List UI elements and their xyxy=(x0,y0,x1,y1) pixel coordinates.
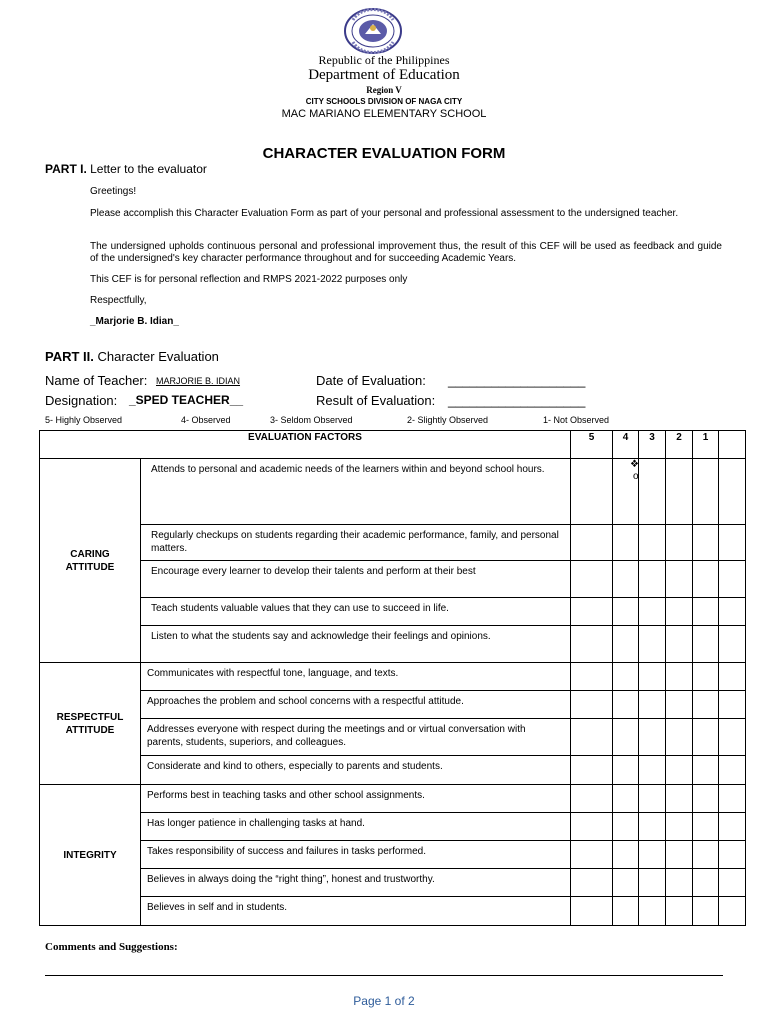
factor-cell xyxy=(141,719,571,756)
factor-text: Has longer patience in challenging tasks at hand. xyxy=(147,818,365,829)
mark-circle: o xyxy=(633,471,639,482)
score-cell-3[interactable] xyxy=(639,626,666,663)
evaluation-table xyxy=(39,430,746,926)
factor-text: Listen to what the students say and acknowledge their feelings and opinions. xyxy=(151,631,491,642)
score-cell-extra xyxy=(719,561,746,598)
score-cell-extra xyxy=(719,525,746,561)
score-cell-5[interactable] xyxy=(571,719,613,756)
scale-5: 5- Highly Observed xyxy=(45,415,123,425)
evaluation-date-value: ___________________ xyxy=(448,373,586,388)
score-cell-extra xyxy=(719,459,746,525)
factor-cell xyxy=(141,598,571,626)
table-row xyxy=(40,663,746,691)
comments-line xyxy=(45,975,723,976)
score-cell-1[interactable] xyxy=(693,626,719,663)
part1-heading-text: Letter to the evaluator xyxy=(90,162,207,176)
score-cell-3[interactable] xyxy=(639,841,666,869)
table-row xyxy=(40,785,746,813)
score-header-2: 2 xyxy=(666,431,693,459)
factor-text: Attends to personal and academic needs of the learners within and beyond school hours. xyxy=(151,464,545,475)
evaluation-date-label: Date of Evaluation: xyxy=(316,373,426,388)
score-header-extra xyxy=(719,431,746,459)
score-cell-2[interactable] xyxy=(666,897,693,926)
factor-cell xyxy=(141,561,571,598)
factor-text: Believes in always doing the “right thing”, honest and trustworthy. xyxy=(147,874,435,885)
score-header-3: 3 xyxy=(639,431,666,459)
letter-paragraph-3: This CEF is for personal reflection and RMPS 2021-2022 purposes only xyxy=(90,274,408,285)
score-cell-5[interactable] xyxy=(571,691,613,719)
score-cell-4[interactable] xyxy=(613,869,639,897)
table-row xyxy=(40,719,746,756)
score-cell-5[interactable] xyxy=(571,626,613,663)
score-cell-4[interactable] xyxy=(613,626,639,663)
factor-text: Regularly checkups on students regarding their academic performance, family, and personal matters. xyxy=(151,530,559,554)
score-cell-4[interactable] xyxy=(613,785,639,813)
header-department: Department of Education xyxy=(308,67,460,83)
category-integrity xyxy=(40,785,141,926)
header-division: CITY SCHOOLS DIVISION OF NAGA CITY xyxy=(305,97,463,106)
score-cell-1[interactable] xyxy=(693,869,719,897)
table-header-row xyxy=(40,431,746,459)
category-label: RESPECTFUL ATTITUDE xyxy=(56,711,124,736)
factor-cell xyxy=(141,459,571,525)
part2-label: PART II. xyxy=(45,349,94,364)
score-cell-3[interactable] xyxy=(639,561,666,598)
score-cell-extra xyxy=(719,598,746,626)
header-region: Region V xyxy=(366,85,402,95)
score-cell-extra xyxy=(719,691,746,719)
factor-cell xyxy=(141,756,571,785)
header-school: MAC MARIANO ELEMENTARY SCHOOL xyxy=(281,108,487,120)
factor-cell xyxy=(141,626,571,663)
score-cell-2[interactable] xyxy=(666,841,693,869)
score-cell-4[interactable] xyxy=(613,719,639,756)
letter-signature: _Marjorie B. Idian_ xyxy=(90,316,179,327)
score-cell-extra xyxy=(719,756,746,785)
scale-2: 2- Slightly Observed xyxy=(407,415,489,425)
category-respectful-attitude xyxy=(40,663,141,785)
table-row xyxy=(40,459,746,525)
score-cell-extra xyxy=(719,719,746,756)
score-cell-1[interactable] xyxy=(693,691,719,719)
scale-4: 4- Observed xyxy=(181,415,231,425)
factor-text: Approaches the problem and school concerns with a respectful attitude. xyxy=(147,696,464,707)
score-header-5: 5 xyxy=(571,431,613,459)
score-cell-5[interactable] xyxy=(571,561,613,598)
score-cell-1[interactable] xyxy=(693,663,719,691)
letter-paragraph-2: The undersigned upholds continuous personal and professional improvement thus, the result of this CEF will be used as feedback and guide of the undersigned's key character performance throughout and for succeeding Academic Years. xyxy=(90,241,722,264)
part2-heading-text: Character Evaluation xyxy=(97,349,219,364)
score-cell-2[interactable] xyxy=(666,869,693,897)
score-cell-2[interactable] xyxy=(666,598,693,626)
factor-cell xyxy=(141,663,571,691)
score-cell-4[interactable] xyxy=(613,663,639,691)
part1-heading xyxy=(45,162,207,176)
factor-text: Considerate and kind to others, especially to parents and students. xyxy=(147,761,443,772)
factor-cell xyxy=(141,841,571,869)
score-cell-3[interactable] xyxy=(639,691,666,719)
score-cell-2[interactable] xyxy=(666,813,693,841)
table-row xyxy=(40,756,746,785)
score-cell-1[interactable] xyxy=(693,841,719,869)
score-cell-2[interactable] xyxy=(666,756,693,785)
score-cell-2[interactable] xyxy=(666,459,693,525)
scale-3: 3- Seldom Observed xyxy=(270,415,353,425)
score-header-1: 1 xyxy=(693,431,719,459)
teacher-name-value: MARJORIE B. IDIAN xyxy=(156,376,241,386)
score-cell-5[interactable] xyxy=(571,598,613,626)
score-cell-4[interactable] xyxy=(613,525,639,561)
score-cell-extra xyxy=(719,626,746,663)
score-cell-3[interactable] xyxy=(639,719,666,756)
factor-cell xyxy=(141,785,571,813)
factor-cell xyxy=(141,897,571,926)
score-cell-3[interactable] xyxy=(639,869,666,897)
score-cell-1[interactable] xyxy=(693,897,719,926)
factor-text: Encourage every learner to develop their talents and perform at their best xyxy=(151,566,476,577)
score-cell-extra xyxy=(719,869,746,897)
deped-seal-icon xyxy=(343,8,403,54)
score-cell-5[interactable] xyxy=(571,525,613,561)
score-cell-2[interactable] xyxy=(666,785,693,813)
score-cell-3[interactable] xyxy=(639,785,666,813)
score-cell-1[interactable] xyxy=(693,785,719,813)
score-cell-1[interactable] xyxy=(693,459,719,525)
score-cell-1[interactable] xyxy=(693,561,719,598)
score-cell-2[interactable] xyxy=(666,691,693,719)
letter-paragraph-1: Please accomplish this Character Evaluation Form as part of your personal and professional assessment to the undersigned teacher. xyxy=(90,208,679,219)
teacher-name-label: Name of Teacher: xyxy=(45,373,148,388)
table-row xyxy=(40,869,746,897)
score-cell-1[interactable] xyxy=(693,813,719,841)
score-cell-5[interactable] xyxy=(571,869,613,897)
score-cell-4[interactable] xyxy=(613,756,639,785)
part2-heading xyxy=(45,349,219,364)
score-cell-5[interactable] xyxy=(571,785,613,813)
header-republic: Republic of the Philippines xyxy=(318,53,450,67)
category-label: INTEGRITY xyxy=(63,849,117,861)
table-row xyxy=(40,841,746,869)
score-cell-4[interactable] xyxy=(613,897,639,926)
score-cell-2[interactable] xyxy=(666,663,693,691)
category-label: CARING ATTITUDE xyxy=(65,548,115,573)
score-cell-5[interactable] xyxy=(571,663,613,691)
factor-text: Teach students valuable values that they can use to succeed in life. xyxy=(151,603,449,614)
evaluation-result-label: Result of Evaluation: xyxy=(316,393,436,408)
score-cell-2[interactable] xyxy=(666,525,693,561)
factor-cell xyxy=(141,869,571,897)
part1-label: PART I. xyxy=(45,162,87,176)
factor-text: Takes responsibility of success and failures in tasks performed. xyxy=(147,846,427,857)
score-cell-extra xyxy=(719,841,746,869)
score-cell-4[interactable] xyxy=(613,813,639,841)
table-row xyxy=(40,691,746,719)
designation-label: Designation: xyxy=(45,393,118,408)
factor-text: Performs best in teaching tasks and other school assignments. xyxy=(147,790,425,801)
letter-closing: Respectfully, xyxy=(90,295,147,306)
table-row xyxy=(40,897,746,926)
comments-label: Comments and Suggestions: xyxy=(45,941,178,953)
factor-text: Believes in self and in students. xyxy=(147,902,288,913)
table-row xyxy=(40,813,746,841)
mark-bullet-icon: ❖ xyxy=(630,459,639,470)
factors-header: EVALUATION FACTORS xyxy=(40,431,571,459)
factor-cell xyxy=(141,691,571,719)
score-cell-3[interactable] xyxy=(639,525,666,561)
score-cell-5[interactable] xyxy=(571,459,613,525)
score-cell-4[interactable] xyxy=(613,598,639,626)
score-cell-3[interactable] xyxy=(639,663,666,691)
score-cell-1[interactable] xyxy=(693,525,719,561)
table-row xyxy=(40,626,746,663)
form-title: CHARACTER EVALUATION FORM xyxy=(262,145,506,162)
factor-cell xyxy=(141,813,571,841)
score-cell-extra xyxy=(719,897,746,926)
score-cell-3[interactable] xyxy=(639,756,666,785)
score-cell-extra xyxy=(719,785,746,813)
score-cell-1[interactable] xyxy=(693,719,719,756)
score-cell-4[interactable] xyxy=(613,691,639,719)
evaluation-result-value: ___________________ xyxy=(448,393,586,408)
factor-text: Communicates with respectful tone, language, and texts. xyxy=(147,668,399,679)
score-cell-1[interactable] xyxy=(693,598,719,626)
checkmark-mark xyxy=(630,459,639,483)
table-row xyxy=(40,598,746,626)
factor-text: Addresses everyone with respect during the meetings and or virtual conversation with parents, students, superiors, and colleagues. xyxy=(147,724,526,748)
score-cell-5[interactable] xyxy=(571,813,613,841)
scale-1: 1- Not Observed xyxy=(543,415,610,425)
score-cell-extra xyxy=(719,663,746,691)
score-cell-extra xyxy=(719,813,746,841)
score-cell-1[interactable] xyxy=(693,756,719,785)
score-cell-2[interactable] xyxy=(666,719,693,756)
score-cell-3[interactable] xyxy=(639,813,666,841)
score-cell-5[interactable] xyxy=(571,841,613,869)
category-caring-attitude xyxy=(40,459,141,663)
page-number: Page 1 of 2 xyxy=(353,994,415,1008)
letter-greeting: Greetings! xyxy=(90,186,137,197)
score-cell-3[interactable] xyxy=(639,897,666,926)
factor-cell xyxy=(141,525,571,561)
score-cell-4[interactable] xyxy=(613,841,639,869)
score-header-4: 4 xyxy=(613,431,639,459)
table-row xyxy=(40,561,746,598)
score-cell-2[interactable] xyxy=(666,561,693,598)
score-cell-2[interactable] xyxy=(666,626,693,663)
score-cell-3[interactable] xyxy=(639,459,666,525)
score-cell-4[interactable] xyxy=(613,561,639,598)
score-cell-3[interactable] xyxy=(639,598,666,626)
score-cell-5[interactable] xyxy=(571,897,613,926)
table-row xyxy=(40,525,746,561)
score-cell-5[interactable] xyxy=(571,756,613,785)
designation-value: _SPED TEACHER__ xyxy=(129,393,244,407)
